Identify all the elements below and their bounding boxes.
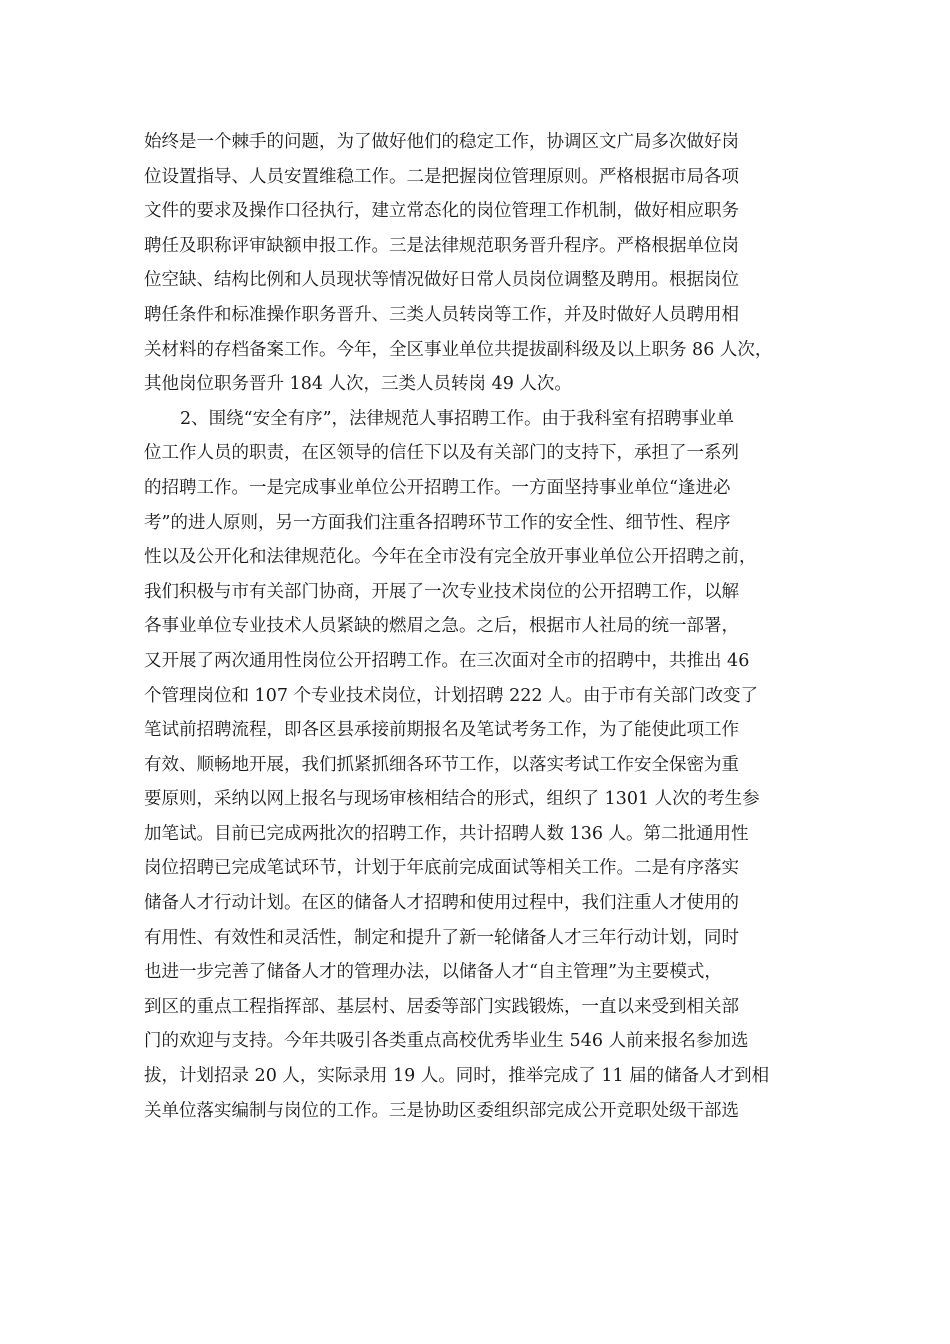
text-line: 2、围绕“安全有序”，法律规范人事招聘工作。由于我科室有招聘事业单 bbox=[180, 408, 735, 429]
text-line: 拔，计划招录 20 人，实际录用 19 人。同时，推举完成了 11 届的储备人才到相 bbox=[144, 1066, 770, 1087]
text-line: 又开展了两次通用性岗位公开招聘工作。在三次面对全市的招聘中，共推出 46 bbox=[144, 650, 750, 671]
text-line: 个管理岗位和 107 个专业技术岗位，计划招聘 222 人。由于市有关部门改变了 bbox=[144, 685, 759, 706]
paragraph-recruitment bbox=[144, 402, 814, 1128]
text-line: 加笔试。目前已完成两批次的招聘工作，共计招聘人数 136 人。第二批通用性 bbox=[144, 823, 749, 844]
text-line: 有效、顺畅地开展，我们抓紧抓细各环节工作，以落实考试工作安全保密为重 bbox=[144, 754, 739, 775]
text-line: 各事业单位专业技术人员紧缺的燃眉之急。之后，根据市人社局的统一部署， bbox=[144, 616, 739, 637]
paragraph-post-management bbox=[144, 125, 814, 402]
document-body bbox=[144, 125, 814, 1128]
text-line: 岗位招聘已完成笔试环节，计划于年底前完成面试等相关工作。二是有序落实 bbox=[144, 858, 739, 879]
text-line: 始终是一个棘手的问题，为了做好他们的稳定工作，协调区文广局多次做好岗 bbox=[144, 132, 739, 152]
text-line: 聘任及职称评审缺额申报工作。三是法律规范职务晋升程序。严格根据单位岗 bbox=[144, 235, 739, 256]
text-line: 要原则，采纳以网上报名与现场审核相结合的形式，组织了 1301 人次的考生参 bbox=[144, 789, 760, 810]
text-line: 其他岗位职务晋升 184 人次，三类人员转岗 49 人次。 bbox=[144, 374, 572, 395]
text-line: 储备人才行动计划。在区的储备人才招聘和使用过程中，我们注重人才使用的 bbox=[144, 893, 739, 914]
text-line: 文件的要求及操作口径执行，建立常态化的岗位管理工作机制，做好相应职务 bbox=[144, 201, 739, 222]
text-line: 位空缺、结构比例和人员现状等情况做好日常人员岗位调整及聘用。根据岗位 bbox=[144, 270, 739, 291]
text-line: 门的欢迎与支持。今年共吸引各类重点高校优秀毕业生 546 人前来报名参加选 bbox=[144, 1031, 749, 1052]
text-line: 也进一步完善了储备人才的管理办法，以储备人才“自主管理”为主要模式， bbox=[144, 962, 722, 983]
text-line: 笔试前招聘流程，即各区县承接前期报名及笔试考务工作，为了能使此项工作 bbox=[144, 720, 739, 741]
text-line: 有用性、有效性和灵活性，制定和提升了新一轮储备人才三年行动计划，同时 bbox=[144, 927, 739, 948]
text-line: 关材料的存档备案工作。今年，全区事业单位共提拔副科级及以上职务 86 人次， bbox=[144, 339, 773, 360]
text-line: 关单位落实编制与岗位的工作。三是协助区委组织部完成公开竞职处级干部选 bbox=[144, 1100, 739, 1121]
text-line: 位设置指导、人员安置维稳工作。二是把握岗位管理原则。严格根据市局各项 bbox=[144, 166, 739, 187]
text-line: 聘任条件和标准操作职务晋升、三类人员转岗等工作，并及时做好人员聘用相 bbox=[144, 304, 739, 325]
text-line: 性以及公开化和法律规范化。今年在全市没有完全放开事业单位公开招聘之前， bbox=[144, 547, 757, 568]
text-line: 到区的重点工程指挥部、基层村、居委等部门实践锻炼，一直以来受到相关部 bbox=[144, 996, 739, 1017]
text-line: 的招聘工作。一是完成事业单位公开招聘工作。一方面坚持事业单位“逢进必 bbox=[144, 477, 731, 498]
text-line: 我们积极与市有关部门协商，开展了一次专业技术岗位的公开招聘工作，以解 bbox=[144, 581, 739, 602]
text-line: 考”的进人原则，另一方面我们注重各招聘环节工作的安全性、细节性、程序 bbox=[144, 512, 731, 533]
text-line: 位工作人员的职责，在区领导的信任下以及有关部门的支持下，承担了一系列 bbox=[144, 443, 739, 464]
